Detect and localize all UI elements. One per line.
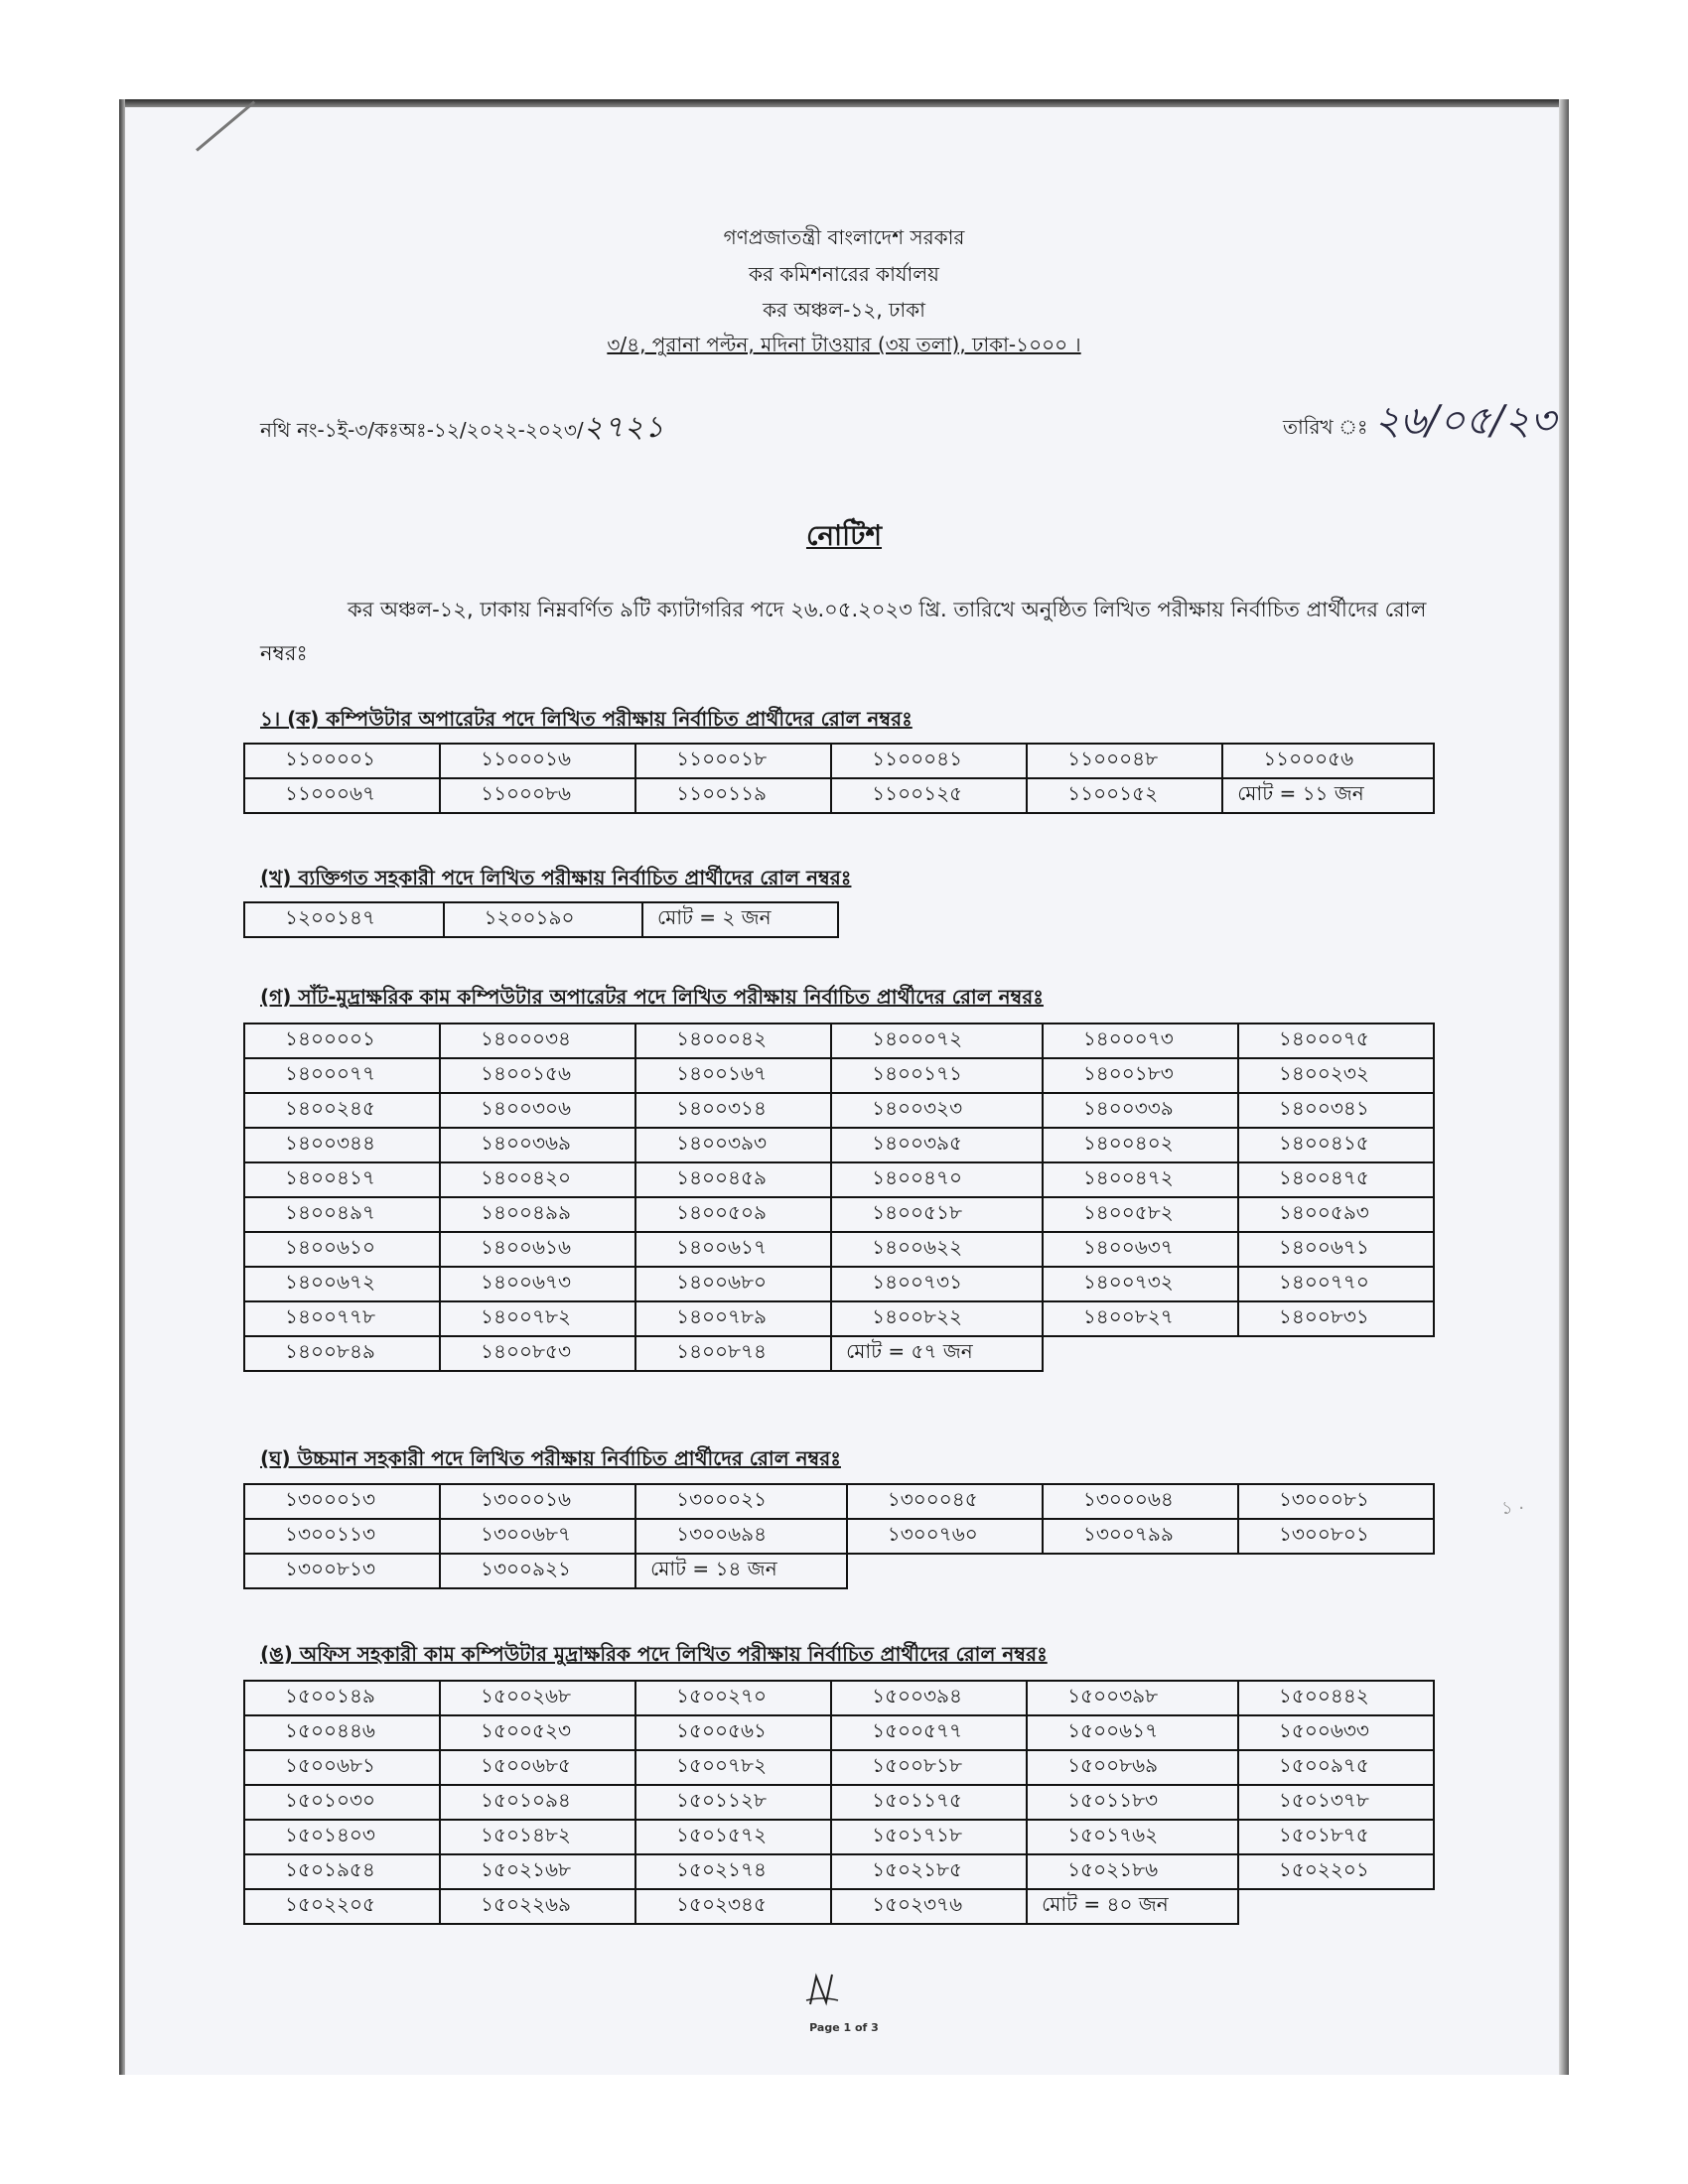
roll-number-cell: ১৫০২২৬৯ [440, 1889, 635, 1924]
roll-number-cell: ১৪০০৪২০ [440, 1162, 635, 1197]
roll-number-cell: ১১০০০১৮ [635, 744, 831, 778]
roll-table-office-assistant [243, 1680, 1435, 1925]
roll-number-cell: ১৪০০৪৭২ [1043, 1162, 1238, 1197]
roll-number-cell: ১৪০০৪৯৭ [244, 1197, 440, 1232]
roll-number-cell: ১৫০১০৩০ [244, 1785, 440, 1820]
roll-number-cell: ১২০০১৯০ [444, 902, 643, 937]
roll-number-cell: ১৪০০৩২৩ [831, 1093, 1043, 1128]
table-row [244, 1750, 1434, 1785]
roll-number-cell: ১৫০১৪০৩ [244, 1820, 440, 1854]
table-row [244, 1715, 1434, 1750]
roll-number-cell: ১৪০০১৫৬ [440, 1058, 635, 1093]
roll-number-cell: ১৪০০৮৫৩ [440, 1336, 635, 1371]
handwritten-date: ২৬/০৫/২৩ [1373, 398, 1556, 444]
roll-number-cell: ১৫০১৯৫৪ [244, 1854, 440, 1889]
roll-number-cell: ১৫০০১৪৯ [244, 1681, 440, 1715]
roll-number-cell: ১৪০০৪১৭ [244, 1162, 440, 1197]
roll-number-cell: ১৩০০০১৩ [244, 1484, 440, 1519]
roll-number-cell: ১৪০০৩৪১ [1238, 1093, 1434, 1128]
table-row [244, 1519, 1434, 1554]
roll-number-cell: ১৩০০০৮১ [1238, 1484, 1434, 1519]
table-row [244, 1785, 1434, 1820]
table-row [244, 1093, 1434, 1128]
roll-number-cell: ১৫০২২০১ [1238, 1854, 1434, 1889]
section-title-computer-operator: ১। (ক) কম্পিউটার অপারেটর পদে লিখিত পরীক্ষায় নির্বাচিত প্রার্থীদের রোল নম্বরঃ [260, 707, 913, 731]
roll-number-cell: ১৫০০৫২৩ [440, 1715, 635, 1750]
section-title-steno-typist: (গ) সাঁট-মুদ্রাক্ষরিক কাম কম্পিউটার অপারেটর পদে লিখিত পরীক্ষায় নির্বাচিত প্রার্থীদের রোল নম্বরঃ [260, 985, 1044, 1009]
roll-number-cell: ১৪০০৬৭১ [1238, 1232, 1434, 1267]
scan-edge-right [1559, 99, 1569, 2075]
roll-number-cell: ১৫০১১৮৩ [1027, 1785, 1238, 1820]
roll-number-cell: ১৪০০৭৭৮ [244, 1301, 440, 1336]
roll-number-cell: ১৫০১১২৮ [635, 1785, 831, 1820]
roll-number-cell: ১৫০১৭৬২ [1027, 1820, 1238, 1854]
roll-number-cell: ১১০০০১৬ [440, 744, 635, 778]
roll-number-cell: ১৪০০৩৩৯ [1043, 1093, 1238, 1128]
roll-number-cell: ১৫০০৪৪২ [1238, 1681, 1434, 1715]
roll-number-cell: ১৫০২১৮৫ [831, 1854, 1027, 1889]
table-row [244, 1267, 1434, 1301]
total-count-cell: মোট = ৪০ জন [1027, 1889, 1238, 1924]
roll-number-cell: ১৫০০৪৪৬ [244, 1715, 440, 1750]
roll-number-cell: ১৪০০৫০৯ [635, 1197, 831, 1232]
roll-number-cell: ১৪০০৩৪৪ [244, 1128, 440, 1162]
roll-table-steno-typist [243, 1023, 1435, 1372]
roll-number-cell: ১৪০০৪০২ [1043, 1128, 1238, 1162]
roll-number-cell: ১১০০০০১ [244, 744, 440, 778]
date-label: তারিখ ঃ [1283, 415, 1368, 439]
roll-number-cell: ১১০০০৮৬ [440, 778, 635, 813]
roll-number-cell: ১৪০০৬২২ [831, 1232, 1043, 1267]
roll-number-cell: ১১০০১১৯ [635, 778, 831, 813]
roll-number-cell: ১৪০০৮২২ [831, 1301, 1043, 1336]
roll-number-cell: ১১০০১২৫ [831, 778, 1027, 813]
page-initials-mark [802, 1971, 842, 2010]
table-row [244, 1232, 1434, 1267]
notice-intro: কর অঞ্চল-১২, ঢাকায় নিম্নবর্ণিত ৯টি ক্যাটাগরির পদে ২৬.০৫.২০২৩ খ্রি. তারিখে অনুষ্ঠিত লিখিত পরীক্ষায় নির্বাচিত প্রার্থীদের রোল নম্বরঃ [260, 598, 1427, 665]
roll-number-cell: ১৪০০৪১৫ [1238, 1128, 1434, 1162]
roll-number-cell: ১৪০০০৭৫ [1238, 1024, 1434, 1058]
roll-number-cell: ১৪০০০৭৭ [244, 1058, 440, 1093]
header-office: কর কমিশনারের কার্যালয় [749, 262, 939, 286]
total-count-cell: মোট = ২ জন [642, 902, 838, 937]
roll-number-cell: ১৩০০৯২১ [440, 1554, 635, 1588]
header-govt: গণপ্রজাতন্ত্রী বাংলাদেশ সরকার [723, 225, 965, 249]
roll-number-cell: ১৩০০৮০১ [1238, 1519, 1434, 1554]
table-row [244, 902, 838, 937]
roll-number-cell: ১১০০০৪১ [831, 744, 1027, 778]
roll-number-cell: ১২০০১৪৭ [244, 902, 444, 937]
roll-number-cell: ১৪০০৮৭৪ [635, 1336, 831, 1371]
roll-number-cell: ১৪০০০৭৩ [1043, 1024, 1238, 1058]
roll-number-cell: ১৩০০৭৯৯ [1043, 1519, 1238, 1554]
roll-number-cell: ১৪০০৮৪৯ [244, 1336, 440, 1371]
roll-number-cell: ১৫০০৬৮১ [244, 1750, 440, 1785]
roll-number-cell: ১৫০০৫৬১ [635, 1715, 831, 1750]
roll-number-cell: ১৪০০৮২৭ [1043, 1301, 1238, 1336]
roll-number-cell: ১৫০২২০৫ [244, 1889, 440, 1924]
roll-number-cell: ১৩০০৭৬০ [847, 1519, 1043, 1554]
header-address: ৩/৪, পুরানা পল্টন, মদিনা টাওয়ার (৩য় তলা), ঢাকা-১০০০ । [607, 333, 1081, 356]
roll-table-computer-operator [243, 743, 1435, 814]
roll-number-cell: ১৫০০৩৯৪ [831, 1681, 1027, 1715]
roll-number-cell: ১৫০১১৭৫ [831, 1785, 1027, 1820]
roll-number-cell: ১৪০০৩৬৯ [440, 1128, 635, 1162]
table-row [244, 1197, 1434, 1232]
roll-number-cell: ১৪০০৬১০ [244, 1232, 440, 1267]
table-row [244, 1681, 1434, 1715]
roll-number-cell: ১৪০০৩১৪ [635, 1093, 831, 1128]
roll-number-cell: ১৪০০৬১৭ [635, 1232, 831, 1267]
roll-number-cell: ১৩০০৬৮৭ [440, 1519, 635, 1554]
roll-number-cell: ১৪০০০৪২ [635, 1024, 831, 1058]
file-reference-prefix: নথি নং-১ই-৩/কঃঅঃ-১২/২০২২-২০২৩/ [260, 418, 584, 442]
roll-number-cell: ১৩০০০৬৪ [1043, 1484, 1238, 1519]
roll-number-cell: ১৪০০৬৩৭ [1043, 1232, 1238, 1267]
roll-number-cell: ১৪০০৫১৮ [831, 1197, 1043, 1232]
roll-number-cell: ১৫০২৩৭৬ [831, 1889, 1027, 1924]
header-zone: কর অঞ্চল-১২, ঢাকা [763, 298, 925, 322]
roll-number-cell: ১৪০০২৩২ [1238, 1058, 1434, 1093]
total-count-cell: মোট = ৫৭ জন [831, 1336, 1043, 1371]
roll-number-cell: ১৫০২১৬৮ [440, 1854, 635, 1889]
total-count-cell: মোট = ১৪ জন [635, 1554, 847, 1588]
roll-table-personal-assistant [243, 901, 839, 938]
roll-number-cell: ১৪০০৪৫৯ [635, 1162, 831, 1197]
roll-number-cell: ১১০০০৫৬ [1222, 744, 1434, 778]
roll-number-cell: ১৫০০৮৬৯ [1027, 1750, 1238, 1785]
roll-number-cell: ১৫০১৫৭২ [635, 1820, 831, 1854]
date-block [1283, 389, 1556, 456]
notice-title: নোটিশ [805, 519, 883, 552]
roll-number-cell: ১৩০০০৪৫ [847, 1484, 1043, 1519]
roll-number-cell: ১৪০০৫৯৩ [1238, 1197, 1434, 1232]
roll-number-cell: ১৫০২১৭৪ [635, 1854, 831, 1889]
roll-number-cell: ১৪০০৪৯৯ [440, 1197, 635, 1232]
roll-number-cell: ১৪০০৪৭৫ [1238, 1162, 1434, 1197]
table-row [244, 1820, 1434, 1854]
roll-number-cell: ১৪০০০৩৪ [440, 1024, 635, 1058]
roll-number-cell: ১৪০০৬৭২ [244, 1267, 440, 1301]
roll-number-cell: ১৫০১৮৭৫ [1238, 1820, 1434, 1854]
table-row [244, 1058, 1434, 1093]
table-row [244, 744, 1434, 778]
file-reference [260, 403, 665, 454]
roll-number-cell: ১৫০২১৮৬ [1027, 1854, 1238, 1889]
roll-number-cell: ১৪০০৩০৬ [440, 1093, 635, 1128]
roll-number-cell: ১৩০০০২১ [635, 1484, 847, 1519]
roll-number-cell: ১৫০০৭৮২ [635, 1750, 831, 1785]
roll-number-cell: ১৩০০৮১৩ [244, 1554, 440, 1588]
roll-number-cell: ১৫০২৩৪৫ [635, 1889, 831, 1924]
handwritten-file-number: ২৭২১ [583, 410, 665, 445]
roll-number-cell: ১৫০০৬৮৫ [440, 1750, 635, 1785]
roll-number-cell: ১১০০১৫২ [1027, 778, 1222, 813]
roll-number-cell: ১৪০০৭৩১ [831, 1267, 1043, 1301]
roll-number-cell: ১১০০০৪৮ [1027, 744, 1222, 778]
roll-number-cell: ১৪০০৭৭০ [1238, 1267, 1434, 1301]
table-row [244, 1162, 1434, 1197]
roll-number-cell: ১৫০০৮১৮ [831, 1750, 1027, 1785]
roll-number-cell: ১৪০০০০১ [244, 1024, 440, 1058]
roll-number-cell: ১৪০০৪৭০ [831, 1162, 1043, 1197]
roll-number-cell: ১৪০০৩৯৩ [635, 1128, 831, 1162]
scan-edge-top [119, 99, 1569, 107]
page-number-label: Page 1 of 3 [809, 2021, 879, 2034]
roll-number-cell: ১৩০০১১৩ [244, 1519, 440, 1554]
roll-number-cell: ১৫০০৯৭৫ [1238, 1750, 1434, 1785]
roll-number-cell: ১৪০০৭৩২ [1043, 1267, 1238, 1301]
roll-number-cell: ১৫০০৬১৭ [1027, 1715, 1238, 1750]
table-row [244, 1554, 1434, 1588]
roll-number-cell: ১৫০১৪৮২ [440, 1820, 635, 1854]
roll-number-cell: ১৫০০২৭০ [635, 1681, 831, 1715]
roll-number-cell: ১৪০০৭৮২ [440, 1301, 635, 1336]
total-count-cell: মোট = ১১ জন [1222, 778, 1434, 813]
table-row [244, 1024, 1434, 1058]
roll-table-upper-division-assistant [243, 1483, 1435, 1589]
roll-number-cell: ১৫০১০৯৪ [440, 1785, 635, 1820]
roll-number-cell: ১৫০০৩৯৮ [1027, 1681, 1238, 1715]
roll-number-cell: ১৫০০২৬৮ [440, 1681, 635, 1715]
table-row [244, 1128, 1434, 1162]
table-row [244, 1854, 1434, 1889]
roll-number-cell: ১৫০০৫৭৭ [831, 1715, 1027, 1750]
table-row [244, 1889, 1434, 1924]
roll-number-cell: ১৪০০৩৯৫ [831, 1128, 1043, 1162]
section-title-office-assistant: (ঙ) অফিস সহকারী কাম কম্পিউটার মুদ্রাক্ষরিক পদে লিখিত পরীক্ষায় নির্বাচিত প্রার্থীদের রোল নম্বরঃ [260, 1642, 1048, 1666]
roll-number-cell: ১৪০০৭৮৯ [635, 1301, 831, 1336]
roll-number-cell: ১৪০০১৬৭ [635, 1058, 831, 1093]
roll-number-cell: ১৪০০১৭১ [831, 1058, 1043, 1093]
table-row [244, 1336, 1434, 1371]
roll-number-cell: ১৫০০৬৩৩ [1238, 1715, 1434, 1750]
roll-number-cell: ১৫০১৭১৮ [831, 1820, 1027, 1854]
roll-number-cell: ১৪০০৬৭৩ [440, 1267, 635, 1301]
bleed-through-mark: ১ · [1501, 1498, 1525, 1519]
table-row [244, 778, 1434, 813]
table-row [244, 1301, 1434, 1336]
roll-number-cell: ১৪০০০৭২ [831, 1024, 1043, 1058]
roll-number-cell: ১৪০০১৮৩ [1043, 1058, 1238, 1093]
roll-number-cell: ১৩০০৬৯৪ [635, 1519, 847, 1554]
section-title-upper-division-assistant: (ঘ) উচ্চমান সহকারী পদে লিখিত পরীক্ষায় নির্বাচিত প্রার্থীদের রোল নম্বরঃ [260, 1446, 841, 1470]
roll-number-cell: ১৪০০৬৮০ [635, 1267, 831, 1301]
roll-number-cell: ১৪০০৬১৬ [440, 1232, 635, 1267]
roll-number-cell: ১৫০১৩৭৮ [1238, 1785, 1434, 1820]
section-title-personal-assistant: (খ) ব্যক্তিগত সহকারী পদে লিখিত পরীক্ষায় নির্বাচিত প্রার্থীদের রোল নম্বরঃ [260, 866, 852, 889]
table-row [244, 1484, 1434, 1519]
roll-number-cell: ১৪০০৮৩১ [1238, 1301, 1434, 1336]
roll-number-cell: ১৩০০০১৬ [440, 1484, 635, 1519]
roll-number-cell: ১১০০০৬৭ [244, 778, 440, 813]
roll-number-cell: ১৪০০২৪৫ [244, 1093, 440, 1128]
roll-number-cell: ১৪০০৫৮২ [1043, 1197, 1238, 1232]
